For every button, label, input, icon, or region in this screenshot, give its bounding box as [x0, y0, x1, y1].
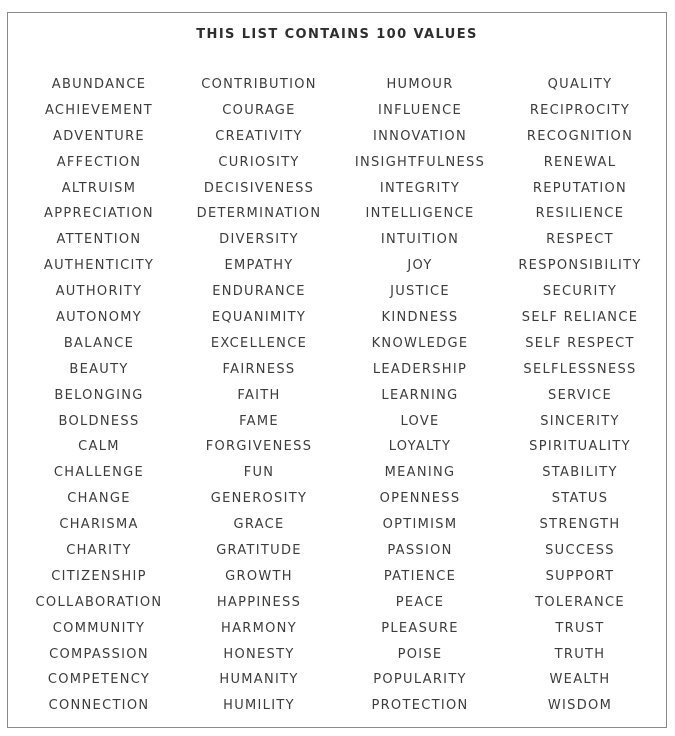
value-item: JOY — [407, 258, 433, 274]
value-item: INTEGRITY — [379, 180, 461, 196]
value-item: AUTHORITY — [55, 284, 143, 300]
value-item: EQUANIMITY — [211, 310, 307, 326]
value-item: COMPETENCY — [47, 672, 151, 688]
value-item: GROWTH — [225, 568, 293, 584]
value-item: HUMILITY — [223, 698, 295, 714]
value-item: CITIZENSHIP — [51, 568, 147, 584]
value-item: HARMONY — [221, 620, 297, 636]
value-item: SUPPORT — [545, 568, 615, 584]
value-item: HUMOUR — [386, 77, 454, 92]
value-item: OPENNESS — [379, 491, 461, 507]
value-item: LEARNING — [381, 387, 459, 403]
value-item: ACHIEVEMENT — [44, 102, 154, 118]
value-item: SINCERITY — [540, 413, 620, 429]
value-item: WEALTH — [549, 672, 611, 688]
value-item: RESILIENCE — [535, 206, 625, 222]
value-item: INFLUENCE — [377, 102, 463, 118]
value-item: SERVICE — [548, 387, 612, 403]
value-item: RESPECT — [546, 232, 614, 248]
value-item: SECURITY — [542, 284, 618, 300]
value-item: FAME — [239, 413, 279, 429]
value-item: CONTRIBUTION — [201, 77, 317, 92]
values-column-3 — [340, 72, 500, 719]
values-list-frame — [7, 12, 667, 728]
value-item: CHANGE — [67, 491, 131, 507]
value-item: HAPPINESS — [216, 594, 302, 610]
value-item: AFFECTION — [56, 154, 142, 170]
value-item: SELF RELIANCE — [521, 310, 639, 326]
value-item: COMMUNITY — [52, 620, 146, 636]
value-item: ALTRUISM — [61, 180, 137, 196]
value-item: DETERMINATION — [196, 206, 322, 222]
value-item: BOLDNESS — [58, 413, 140, 429]
value-item: TOLERANCE — [535, 594, 625, 610]
value-item: WISDOM — [547, 698, 613, 714]
value-item: RECOGNITION — [526, 128, 634, 144]
value-item: SPIRITUALITY — [529, 439, 631, 455]
value-item: INTELLIGENCE — [365, 206, 475, 222]
value-item: RESPONSIBILITY — [518, 258, 642, 274]
value-item: INNOVATION — [373, 128, 467, 144]
value-item: FUN — [243, 465, 275, 481]
value-item: STABILITY — [542, 465, 618, 481]
value-item: GRACE — [233, 517, 285, 533]
value-item: SELF RESPECT — [525, 335, 635, 351]
value-item: CREATIVITY — [215, 128, 303, 144]
value-item: PEACE — [395, 594, 445, 610]
value-item: EXCELLENCE — [210, 335, 308, 351]
value-item: RENEWAL — [543, 154, 617, 170]
value-item: CHARISMA — [59, 517, 139, 533]
value-item: TRUST — [555, 620, 605, 636]
values-column-1 — [19, 72, 179, 719]
value-item: ADVENTURE — [53, 128, 145, 144]
value-item: COMPASSION — [49, 646, 149, 662]
value-item: AUTONOMY — [55, 310, 143, 326]
value-item: HUMANITY — [219, 672, 299, 688]
value-item: PASSION — [387, 543, 453, 559]
value-item: GENEROSITY — [210, 491, 308, 507]
value-item: COLLABORATION — [35, 594, 163, 610]
value-item: STRENGTH — [539, 517, 621, 533]
value-item: DECISIVENESS — [203, 180, 315, 196]
value-item: RECIPROCITY — [529, 102, 631, 118]
value-item: POPULARITY — [373, 672, 467, 688]
page-title: THIS LIST CONTAINS 100 VALUES — [196, 27, 478, 42]
value-item: MEANING — [384, 465, 456, 481]
value-item: CURIOSITY — [218, 154, 300, 170]
value-item: SELFLESSNESS — [523, 361, 637, 377]
value-item: OPTIMISM — [382, 517, 458, 533]
value-item: STATUS — [551, 491, 609, 507]
value-item: CONNECTION — [48, 698, 150, 714]
value-item: INTUITION — [380, 232, 460, 248]
value-item: GRATITUDE — [216, 543, 302, 559]
value-item: LEADERSHIP — [372, 361, 468, 377]
value-item: SUCCESS — [545, 543, 615, 559]
value-item: KINDNESS — [381, 310, 459, 326]
value-item: DIVERSITY — [219, 232, 299, 248]
value-item: COURAGE — [222, 102, 296, 118]
value-item: ENDURANCE — [212, 284, 306, 300]
value-item: EMPATHY — [224, 258, 294, 274]
value-item: ABUNDANCE — [51, 77, 147, 92]
value-item: CHALLENGE — [53, 465, 145, 481]
value-item: BELONGING — [54, 387, 144, 403]
value-item: LOYALTY — [388, 439, 452, 455]
value-item: QUALITY — [547, 77, 613, 92]
value-item: REPUTATION — [532, 180, 628, 196]
values-column-2 — [179, 72, 339, 719]
value-item: PROTECTION — [371, 698, 469, 714]
value-item: HONESTY — [223, 646, 295, 662]
value-item: TRUTH — [554, 646, 606, 662]
value-item: JUSTICE — [390, 284, 450, 300]
value-item: FAIRNESS — [222, 361, 296, 377]
value-item: PATIENCE — [383, 568, 457, 584]
value-item: FAITH — [237, 387, 281, 403]
value-item: POISE — [397, 646, 443, 662]
value-item: INSIGHTFULNESS — [354, 154, 486, 170]
values-column-4 — [500, 72, 660, 719]
value-item: KNOWLEDGE — [371, 335, 469, 351]
value-item: APPRECIATION — [44, 206, 154, 222]
value-item: FORGIVENESS — [205, 439, 313, 455]
value-item: LOVE — [400, 413, 440, 429]
value-item: BEAUTY — [69, 361, 129, 377]
value-item: AUTHENTICITY — [43, 258, 155, 274]
value-item: ATTENTION — [56, 232, 142, 248]
value-item: CHARITY — [66, 543, 132, 559]
value-item: PLEASURE — [381, 620, 459, 636]
value-item: CALM — [78, 439, 120, 455]
value-item: BALANCE — [63, 335, 135, 351]
